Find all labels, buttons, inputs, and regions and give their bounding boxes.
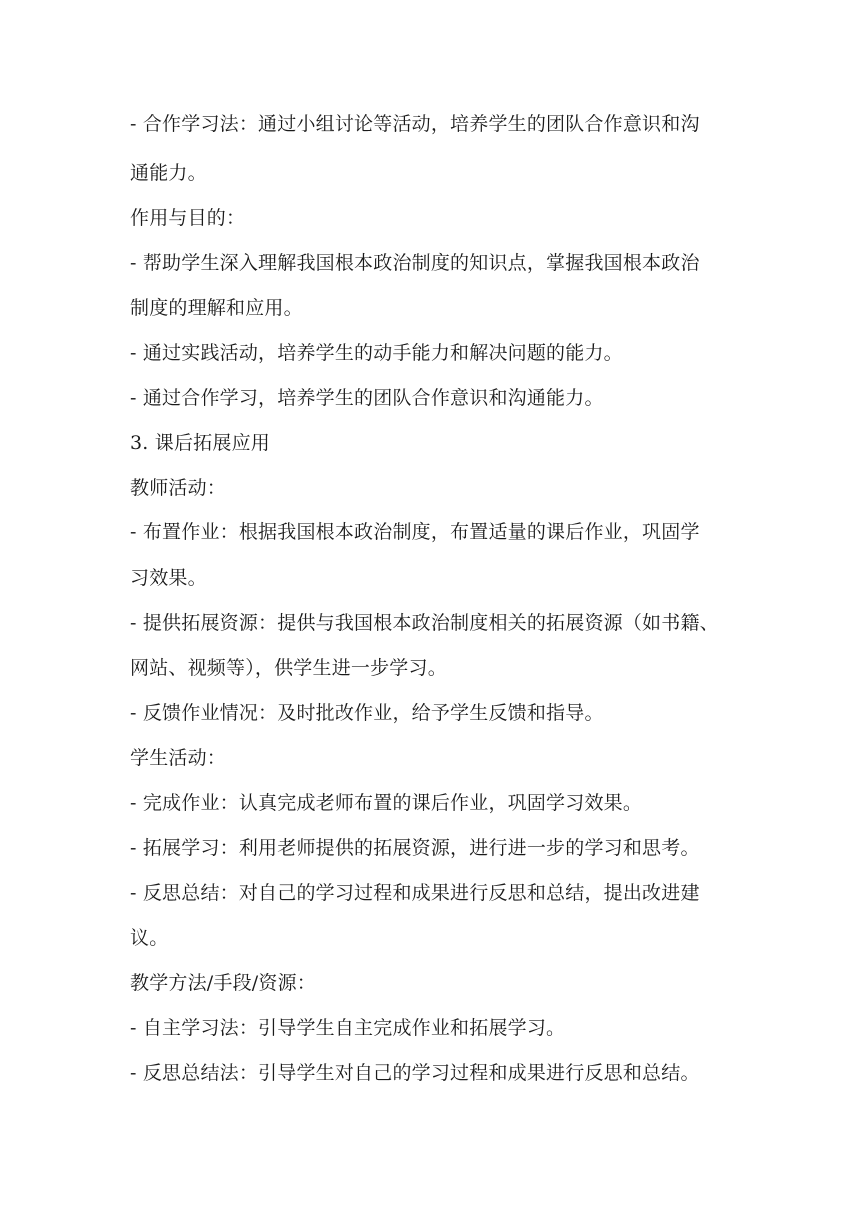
text-line: - 通过实践活动，培养学生的动手能力和解决问题的能力。 <box>130 342 623 364</box>
text-line: - 提供拓展资源：提供与我国根本政治制度相关的拓展资源（如书籍、 <box>130 612 719 634</box>
text-line: 习效果。 <box>130 567 207 589</box>
text-line: 通能力。 <box>130 162 207 184</box>
text-line: 学生活动： <box>130 747 227 769</box>
text-line: - 自主学习法：引导学生自主完成作业和拓展学习。 <box>130 1017 566 1039</box>
text-line: 议。 <box>130 927 169 949</box>
text-line: 制度的理解和应用。 <box>130 297 303 319</box>
text-line: - 完成作业：认真完成老师布置的课后作业，巩固学习效果。 <box>130 792 643 814</box>
text-line: 3. 课后拓展应用 <box>130 432 270 454</box>
text-line: - 反思总结：对自己的学习过程和成果进行反思和总结，提出改进建 <box>130 882 700 904</box>
text-line: - 通过合作学习，培养学生的团队合作意识和沟通能力。 <box>130 387 604 409</box>
text-line: 作用与目的： <box>130 207 246 229</box>
text-line: 教学方法/手段/资源： <box>130 972 317 994</box>
text-line: 教师活动： <box>130 477 227 499</box>
text-line: 网站、视频等），供学生进一步学习。 <box>130 657 447 679</box>
text-line: - 布置作业：根据我国根本政治制度，布置适量的课后作业，巩固学 <box>130 521 700 543</box>
text-line: - 反馈作业情况：及时批改作业，给予学生反馈和指导。 <box>130 702 604 724</box>
text-line: - 合作学习法：通过小组讨论等活动，培养学生的团队合作意识和沟 <box>130 113 700 135</box>
text-line: - 帮助学生深入理解我国根本政治制度的知识点，掌握我国根本政治 <box>130 252 700 274</box>
text-line: - 拓展学习：利用老师提供的拓展资源，进行进一步的学习和思考。 <box>130 837 700 859</box>
text-line: - 反思总结法：引导学生对自己的学习过程和成果进行反思和总结。 <box>130 1062 700 1084</box>
